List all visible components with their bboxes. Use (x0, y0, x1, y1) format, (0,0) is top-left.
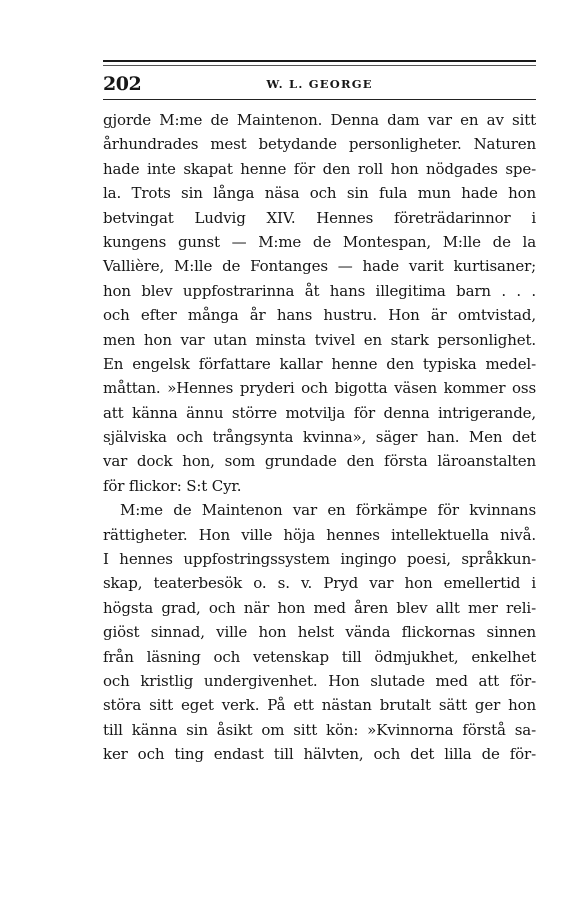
paragraph-1 (103, 108, 536, 498)
text-line: la. Trots sin långa näsa och sin fula mun hade hon (103, 184, 536, 203)
text-line: och kristlig undergivenhet. Hon slutade med att för- (103, 671, 536, 690)
text-line: från läsning och vetenskap till ödmjukhet, enkelhet (103, 647, 536, 666)
page-header (103, 72, 536, 94)
text-line: Vallière, M:lle de Fontanges — hade varit kurtisaner; (103, 257, 536, 276)
text-line: En engelsk författare kallar henne den typiska medel- (103, 354, 536, 373)
text-line: kungens gunst — M:me de Montespan, M:lle de la (103, 232, 536, 251)
text-line: betvingat Ludvig XIV. Hennes företrädarinnor i (103, 208, 536, 227)
text-line: rättigheter. Hon ville höja hennes intellektuella nivå. (103, 525, 536, 544)
text-line: hade inte skapat henne för den roll hon nödgades spe- (103, 159, 536, 178)
text-line: ker och ting endast till hälvten, och det lilla de för- (103, 745, 536, 764)
text-line: högsta grad, och när hon med åren blev allt mer reli- (103, 598, 536, 617)
text-line: störa sitt eget verk. På ett nästan brutalt sätt ger hon (103, 696, 536, 715)
text-line: var dock hon, som grundade den första läroanstalten (103, 452, 536, 471)
text-line: att känna ännu större motvilja för denna intrigerande, (103, 403, 536, 422)
running-head: W. L. GEORGE (266, 77, 373, 91)
text-line: skap, teaterbesök o. s. v. Pryd var hon emellertid i (103, 574, 536, 593)
text-line: I hennes uppfostringssystem ingingo poesi, språkkun- (103, 550, 536, 569)
top-rule (103, 60, 536, 62)
text-line: måttan. »Hennes pryderi och bigotta väsen kommer oss (103, 379, 536, 398)
text-line: hon blev uppfostrarinna åt hans illegitima barn . . . (103, 281, 536, 300)
text-line: giöst sinnad, ville hon helst vända flickornas sinnen (103, 623, 536, 642)
text-line: till känna sin åsikt om sitt kön: »Kvinnorna förstå sa- (103, 720, 536, 739)
page-number: 202 (103, 73, 142, 95)
text-line: själviska och trångsynta kvinna», säger han. Men det (103, 428, 536, 447)
text-line: men hon var utan minsta tvivel en stark personlighet. (103, 330, 536, 349)
body-text (103, 108, 536, 767)
text-line: och efter många år hans hustru. Hon är omtvistad, (103, 306, 536, 325)
top-rule-thin (103, 65, 536, 66)
text-line: gjorde M:me de Maintenon. Denna dam var en av sitt (103, 111, 536, 129)
paragraph-2 (103, 498, 536, 766)
text-line: århundrades mest betydande personligheter. Naturen (103, 135, 536, 154)
header-rule (103, 99, 536, 100)
text-line: M:me de Maintenon var en förkämpe för kvinnans (120, 501, 536, 520)
text-line: för flickor: S:t Cyr. (103, 476, 242, 495)
